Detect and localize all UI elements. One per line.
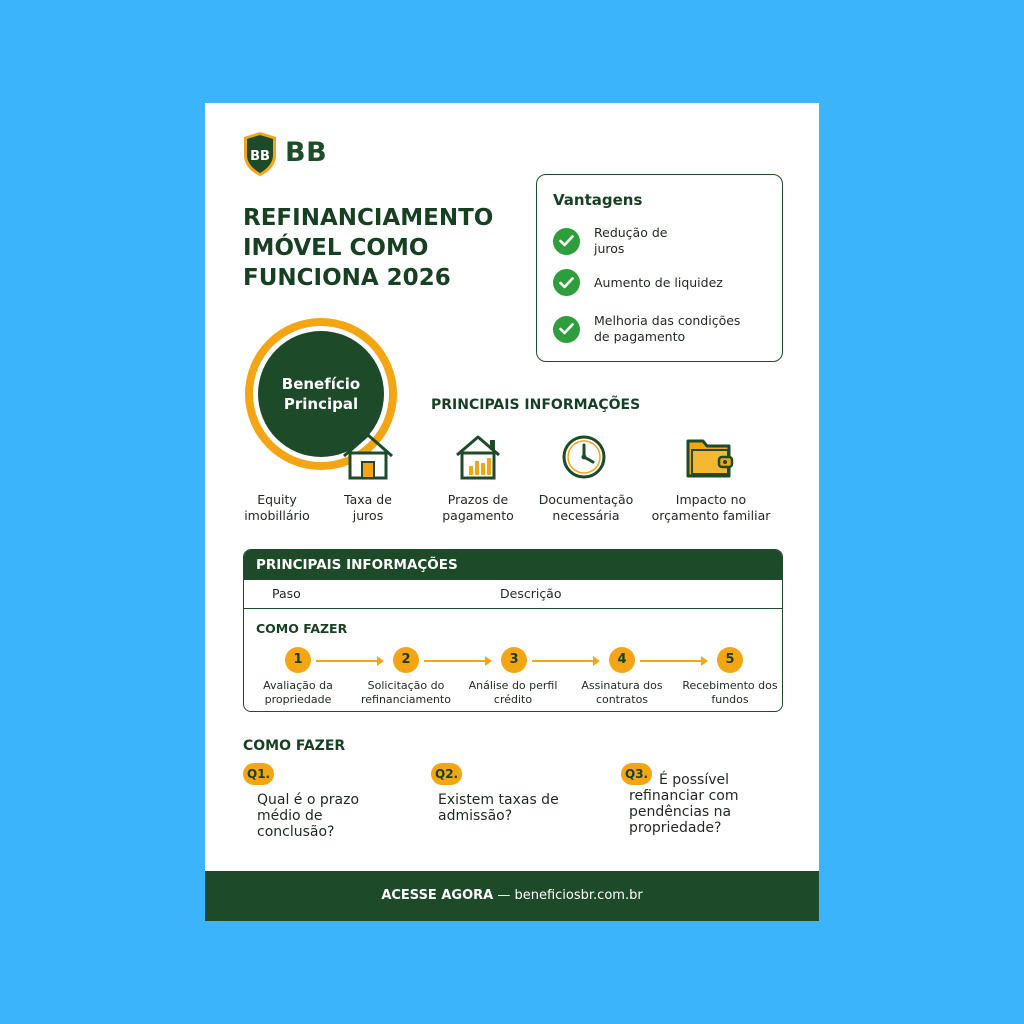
arrow-icon (316, 660, 382, 662)
step-label: Recebimento dos fundos (682, 679, 778, 706)
footer-url-link[interactable]: beneficiosbr.com.br (514, 888, 643, 903)
step-number: 4 (609, 647, 635, 673)
step-number: 5 (717, 647, 743, 673)
question-text: Qual é o prazo médio de conclusão? (257, 792, 360, 840)
feature-label-equity: Equity imobillário (244, 492, 310, 523)
feature-label-taxa: Taxa de juros (344, 492, 392, 523)
shield-text: BB (250, 149, 270, 164)
feature-label-prazos: Prazos de pagamento (442, 492, 514, 523)
step-label: Solicitação do refinanciamento (360, 679, 451, 706)
vantagem-item (553, 225, 773, 257)
steps-table (243, 549, 783, 712)
step-number: 1 (285, 647, 311, 673)
column-header-descricao: Descrição (500, 586, 562, 601)
brand-name: BB (285, 137, 328, 168)
check-icon (553, 316, 580, 343)
table-header: PRINCIPAIS INFORMAÇÕES (244, 550, 782, 580)
footer-separator: — (497, 888, 511, 903)
page-title: REFINANCIAMENTO IMÓVEL COMO FUNCIONA 2026 (243, 205, 494, 291)
vantagem-item (553, 269, 773, 296)
step-number: 3 (501, 647, 527, 673)
clock-icon (561, 434, 607, 480)
footer-cta[interactable] (205, 871, 819, 921)
question-text: Existem taxas de admissão? (438, 792, 559, 824)
question-text: É possível refinanciar com pendências na propriedade? (629, 772, 739, 836)
feature-label-documentacao: Documentação necessária (538, 492, 634, 523)
flyer-page (205, 103, 819, 921)
column-header-paso: Paso (272, 586, 301, 601)
step-label: Avaliação da propriedade (263, 679, 333, 706)
info-heading: PRINCIPAIS INFORMAÇÕES (431, 397, 641, 413)
house-chart-icon (454, 434, 502, 480)
footer-cta-label: ACESSE AGORA (381, 888, 494, 903)
check-icon (553, 269, 580, 296)
arrow-icon (532, 660, 598, 662)
vantagens-box (536, 174, 783, 362)
check-icon (553, 228, 580, 255)
question-badge: Q3. (621, 763, 652, 785)
vantagem-item (553, 313, 773, 345)
faq-heading: COMO FAZER (243, 738, 346, 754)
question-badge: Q1. (243, 763, 274, 785)
vantagem-label: Aumento de liquidez (594, 274, 723, 290)
wallet-folder-icon (685, 434, 735, 480)
table-how-label: COMO FAZER (256, 621, 348, 636)
question-badge: Q2. (431, 763, 462, 785)
vantagem-label: Redução de juros (594, 225, 668, 256)
arrow-icon (424, 660, 490, 662)
house-icon (341, 432, 395, 480)
bb-shield-logo-icon (243, 131, 277, 177)
arrow-icon (640, 660, 706, 662)
step-number: 2 (393, 647, 419, 673)
beneficio-label: Benefício Principal (258, 331, 384, 457)
step-label: Análise do perfil crédito (468, 679, 558, 706)
vantagens-title: Vantagens (553, 191, 643, 209)
step-label: Assinatura dos contratos (581, 679, 663, 706)
table-column-row (244, 580, 782, 609)
vantagem-label: Melhoria das condições de pagamento (594, 313, 741, 344)
feature-label-impacto: Impacto no orçamento familiar (651, 492, 771, 523)
